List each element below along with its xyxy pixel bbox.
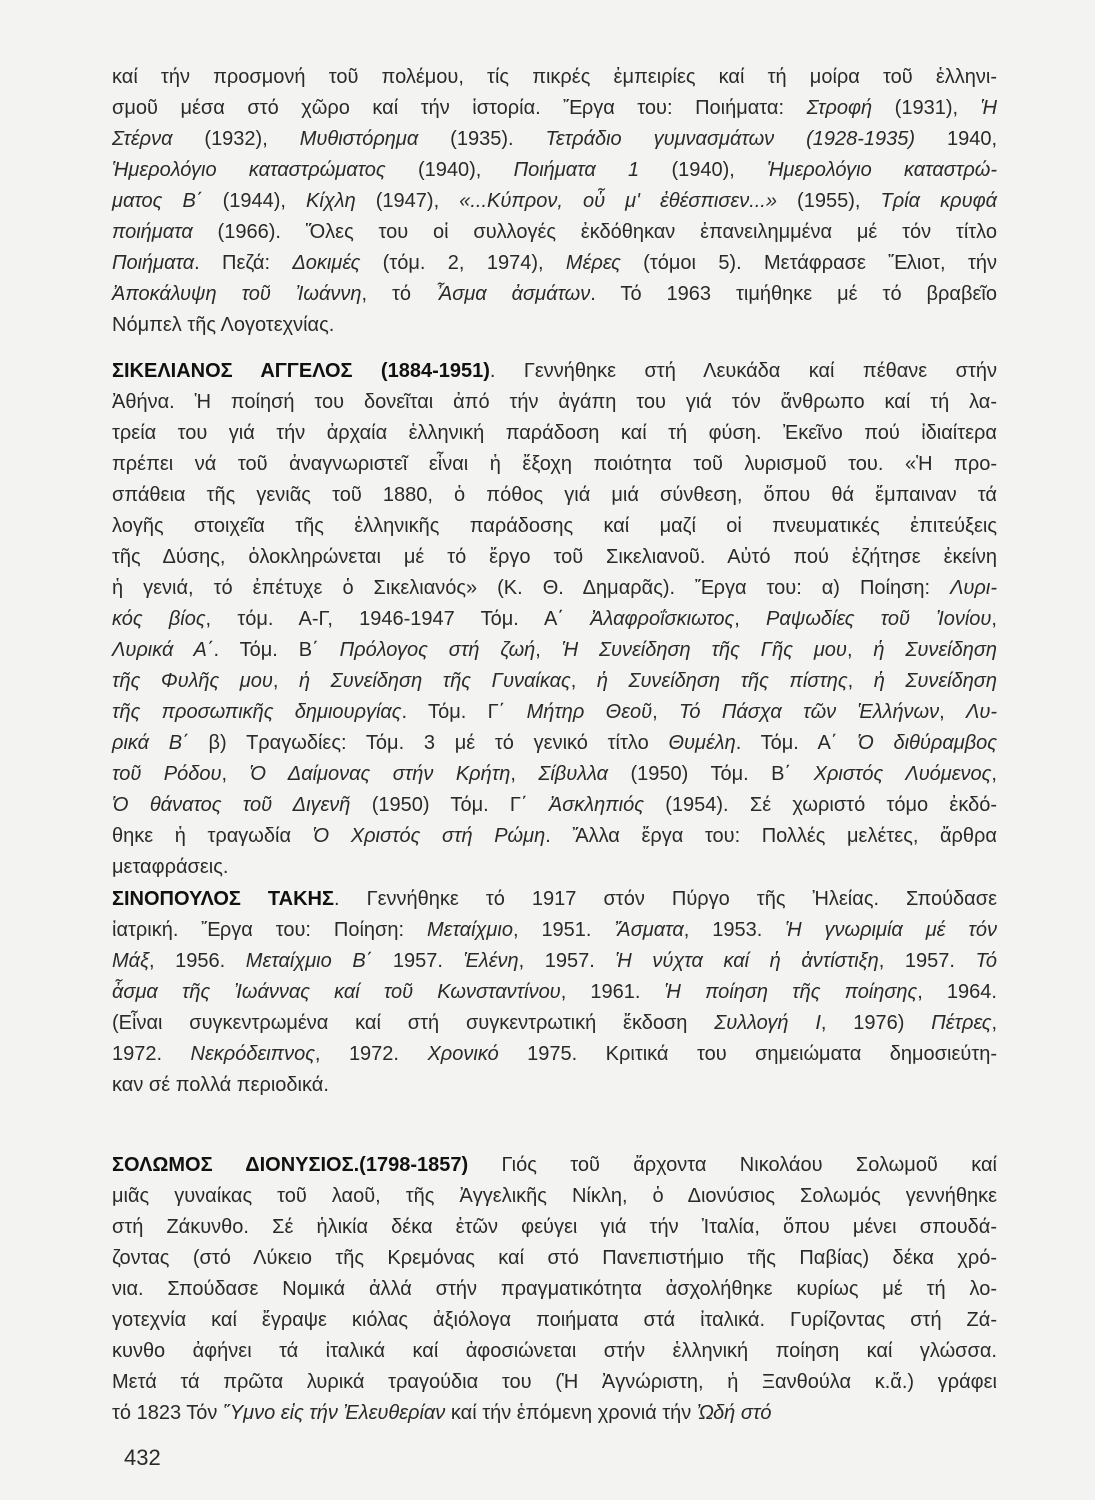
text-line: ποιήματα (1966). Ὅλες του οἱ συλλογές ἐκδόθηκαν ἐπανειλημμένα μέ τόν τίτλο bbox=[112, 221, 997, 243]
text-line: ἡ γενιά, τό ἐπέτυχε ὁ Σικελιανός» (Κ. Θ. Δημαρᾶς). Ἔργα του: α) Ποίηση: Λυρι- bbox=[112, 577, 997, 599]
text-line: 1972. Νεκρόδειπνος, 1972. Χρονικό 1975. Κριτικά του σημειώματα δημοσιεύτη- bbox=[112, 1043, 998, 1065]
text-line: λογῆς στοιχεῖα τῆς ἑλληνικῆς παράδοσης καί μαζί οἱ πνευματικές ἐπιτεύξεις bbox=[112, 515, 997, 537]
text-line: Νόμπελ τῆς Λογοτεχνίας. bbox=[112, 314, 335, 336]
text-line: Ἀθήνα. Ἡ ποίησή του δονεῖται ἀπό τήν ἀγάπη του γιά τόν ἄνθρωπο καί τή λα- bbox=[112, 391, 997, 413]
text-line: ματος Β΄ (1944), Κίχλη (1947), «...Κύπρον, οὗ μ' ἐθέσπισεν...» (1955), Τρία κρυφά bbox=[112, 190, 998, 212]
text-line: τρεία του γιά τήν ἀρχαία ἑλληνική παράδοση καί τή φύση. Ἐκεῖνο πού ἰδιαίτερα bbox=[112, 422, 997, 444]
text-line: Ἡμερολόγιο καταστρώματος (1940), Ποιήματα 1 (1940), Ἡμερολόγιο καταστρώ- bbox=[112, 159, 998, 181]
text-line: καί τήν προσμονή τοῦ πολέμου, τίς πικρές ἐμπειρίες καί τή μοίρα τοῦ ἑλληνι- bbox=[112, 66, 997, 88]
text-line: τοῦ Ρόδου, Ὁ Δαίμονας στήν Κρήτη, Σίβυλλα (1950) Τόμ. Β΄ Χριστός Λυόμενος, bbox=[112, 763, 997, 785]
text-line: μεταφράσεις. bbox=[112, 856, 229, 878]
text-line: ΣΙΚΕΛΙΑΝΟΣ ΑΓΓΕΛΟΣ (1884-1951). Γεννήθηκε στή Λευκάδα καί πέθανε στήν bbox=[112, 360, 997, 382]
text-line: Ὁ θάνατος τοῦ Διγενῆ (1950) Τόμ. Γ΄ Ἀσκληπιός (1954). Σέ χωριστό τόμο ἐκδό- bbox=[112, 794, 998, 816]
text-line: στή Ζάκυνθο. Σέ ἡλικία δέκα ἐτῶν φεύγει γιά τήν Ἰταλία, ὅπου μένει σπουδά- bbox=[112, 1216, 997, 1238]
text-line: ρικά Β΄ β) Τραγωδίες: Τόμ. 3 μέ τό γενικό τίτλο Θυμέλη. Τόμ. Α΄ Ὁ διθύραμβος bbox=[112, 732, 997, 754]
text-line: Μετά τά πρῶτα λυρικά τραγούδια του (Ἡ Ἀγνώριστη, ἡ Ξανθούλα κ.ἄ.) γράφει bbox=[112, 1371, 997, 1393]
text-line: τό 1823 Τόν Ὕμνο εἰς τήν Ἐλευθερίαν καί τήν ἑπόμενη χρονιά τήν Ὠδή στό bbox=[112, 1402, 772, 1424]
text-line: τῆς Φυλῆς μου, ἡ Συνείδηση τῆς Γυναίκας, ἡ Συνείδηση τῆς πίστης, ἡ Συνείδηση bbox=[112, 670, 997, 692]
text-line: κός βίος, τόμ. Α-Γ, 1946-1947 Τόμ. Α΄ Ἀλαφροΐσκιωτος, Ραψωδίες τοῦ Ἰονίου, bbox=[112, 608, 997, 630]
text-line: νια. Σπούδασε Νομικά ἀλλά στήν πραγματικότητα ἀσχολήθηκε κυρίως μέ τή λο- bbox=[112, 1278, 997, 1300]
text-line: κυνθο ἀφήνει τά ἰταλικά καί ἀφοσιώνεται στήν ἑλληνική ποίηση καί γλώσσα. bbox=[112, 1340, 997, 1362]
text-line: ΣΙΝΟΠΟΥΛΟΣ ΤΑΚΗΣ. Γεννήθηκε τό 1917 στόν Πύργο τῆς Ἠλείας. Σπούδασε bbox=[112, 888, 997, 910]
text-line: μιᾶς γυναίκας τοῦ λαοῦ, τῆς Ἀγγελικῆς Νίκλη, ὁ Διονύσιος Σολωμός γεννήθηκε bbox=[112, 1185, 997, 1207]
text-line: ἆσμα τῆς Ἰωάννας καί τοῦ Κωνσταντίνου, 1961. Ἡ ποίηση τῆς ποίησης, 1964. bbox=[112, 981, 997, 1003]
page-number: 432 bbox=[124, 1445, 161, 1470]
text-line: Ποιήματα. Πεζά: Δοκιμές (τόμ. 2, 1974), Μέρες (τόμοι 5). Μετάφρασε Ἔλιοτ, τήν bbox=[112, 252, 997, 274]
text-line: (Εἶναι συγκεντρωμένα καί στή συγκεντρωτική ἔκδοση Συλλογή Ι, 1976) Πέτρες, bbox=[112, 1012, 997, 1034]
text-line: θηκε ἡ τραγωδία Ὁ Χριστός στή Ρώμη. Ἄλλα ἔργα του: Πολλές μελέτες, ἄρθρα bbox=[112, 825, 997, 847]
text-line: τῆς Δύσης, ὁλοκληρώνεται μέ τό ἔργο τοῦ Σικελιανοῦ. Αὐτό πού ἐζήτησε ἐκείνη bbox=[112, 546, 997, 568]
text-line: καν σέ πολλά περιοδικά. bbox=[112, 1074, 329, 1096]
text-line: τῆς προσωπικῆς δημιουργίας. Τόμ. Γ΄ Μήτηρ Θεοῦ, Τό Πάσχα τῶν Ἑλλήνων, Λυ- bbox=[112, 701, 997, 723]
text-line: γοτεχνία καί ἔγραψε κιόλας ἀξιόλογα ποιήματα στά ἰταλικά. Γυρίζοντας στή Ζά- bbox=[112, 1309, 997, 1331]
text-line: ΣΟΛΩΜΟΣ ΔΙΟΝΥΣΙΟΣ.(1798-1857) Γιός τοῦ ἄρχοντα Νικολάου Σολωμοῦ καί bbox=[112, 1154, 997, 1176]
seferis-continuation-paragraph bbox=[112, 62, 997, 341]
text-line: πρέπει νά τοῦ ἀναγνωριστεῖ εἶναι ἡ ἔξοχη ποιότητα τοῦ λυρισμοῦ του. «Ἡ προ- bbox=[112, 453, 997, 475]
text-line: ἰατρική. Ἔργα του: Ποίηση: Μεταίχμιο, 1951. Ἄσματα, 1953. Ἡ γνωριμία μέ τόν bbox=[112, 919, 998, 941]
solomos-entry bbox=[112, 1150, 997, 1429]
text-line: Μάξ, 1956. Μεταίχμιο Β΄ 1957. Ἑλένη, 1957. Ἡ νύχτα καί ἡ ἀντίστιξη, 1957. Τό bbox=[112, 950, 998, 972]
text-line: σμοῦ μέσα στό χῶρο καί τήν ἱστορία. Ἔργα του: Ποιήματα: Στροφή (1931), Ἡ bbox=[112, 97, 997, 119]
text-line: Ἀποκάλυψη τοῦ Ἰωάννη, τό Ἆσμα ἀσμάτων. Τό 1963 τιμήθηκε μέ τό βραβεῖο bbox=[112, 283, 997, 305]
text-line: σπάθεια τῆς γενιᾶς τοῦ 1880, ὁ πόθος γιά μιά σύνθεση, ὅπου θά ἔμπαιναν τά bbox=[112, 484, 997, 506]
text-line: Λυρικά Α΄. Τόμ. Β΄ Πρόλογος στή ζωή, Ἡ Συνείδηση τῆς Γῆς μου, ἡ Συνείδηση bbox=[112, 639, 997, 661]
sikelianos-entry bbox=[112, 356, 997, 883]
text-line: ζοντας (στό Λύκειο τῆς Κρεμόνας καί στό Πανεπιστήμιο τῆς Παβίας) δέκα χρό- bbox=[112, 1247, 997, 1269]
text-line: Στέρνα (1932), Μυθιστόρημα (1935). Τετράδιο γυμνασμάτων (1928-1935) 1940, bbox=[112, 128, 998, 150]
sinopoulos-entry bbox=[112, 884, 997, 1101]
